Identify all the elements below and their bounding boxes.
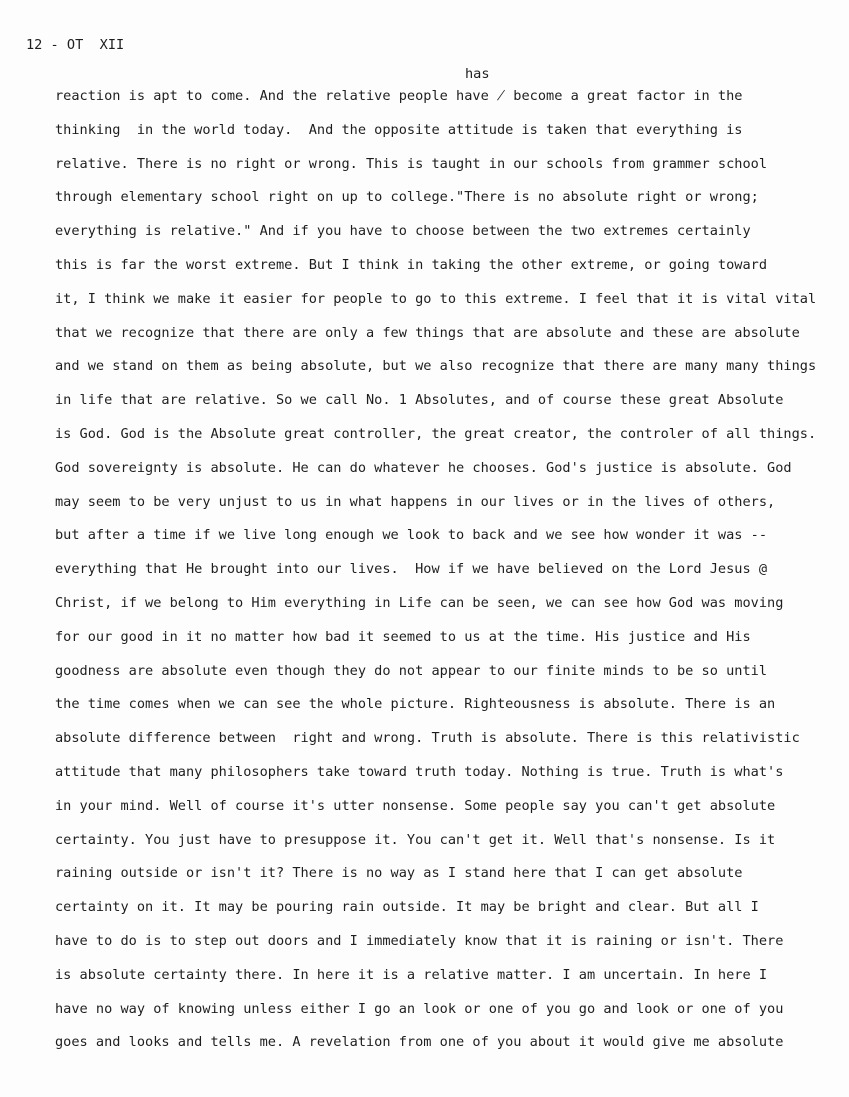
handwritten-insertion: has (465, 66, 490, 82)
text-line: may seem to be very unjust to us in what happens in our lives or in the lives of others, (55, 493, 776, 510)
text-line: through elementary school right on up to college."There is no absolute right or wrong; (55, 189, 759, 206)
text-line: goodness are absolute even though they do not appear to our finite minds to be so until (55, 662, 768, 679)
text-line: the time comes when we can see the whole picture. Righteousness is absolute. There is an (55, 696, 776, 713)
body-text (55, 86, 845, 1066)
text-line: everything is relative." And if you have to choose between the two extremes certainly (55, 223, 751, 240)
text-line: is God. God is the Absolute great controller, the great creator, the controler of all things. (55, 425, 817, 442)
text-line: absolute difference between right and wrong. Truth is absolute. There is this relativistic (55, 730, 800, 747)
text-line: raining outside or isn't it? There is no way as I stand here that I can get absolute (55, 865, 743, 882)
text-line: in your mind. Well of course it's utter nonsense. Some people say you can't get absolute (55, 797, 776, 814)
text-line: it, I think we make it easier for people to go to this extreme. I feel that it is vital vital (55, 290, 817, 307)
text-line: for our good in it no matter how bad it seemed to us at the time. His justice and His (55, 628, 751, 645)
text-line: have to do is to step out doors and I immediately know that it is raining or isn't. There (55, 932, 784, 949)
text-line: Christ, if we belong to Him everything in Life can be seen, we can see how God was moving (55, 594, 784, 611)
text-line: reaction is apt to come. And the relative people have ̸ become a great factor in the (55, 88, 743, 104)
text-line: certainty. You just have to presuppose it. You can't get it. Well that's nonsense. Is it (55, 831, 776, 848)
text-line: this is far the worst extreme. But I think in taking the other extreme, or going toward (55, 256, 768, 273)
text-line: everything that He brought into our lives. How if we have believed on the Lord Jesus @ (55, 561, 768, 578)
text-line: have no way of knowing unless either I go an look or one of you go and look or one of you (55, 1000, 784, 1017)
text-line: thinking in the world today. And the opposite attitude is taken that everything is (55, 121, 743, 138)
text-line: attitude that many philosophers take toward truth today. Nothing is true. Truth is what's (55, 763, 784, 780)
text-line: but after a time if we live long enough we look to back and we see how wonder it was -- (55, 527, 768, 544)
text-line: relative. There is no right or wrong. This is taught in our schools from grammer school (55, 155, 768, 172)
text-line: certainty on it. It may be pouring rain outside. It may be bright and clear. But all I (55, 899, 759, 916)
text-line: and we stand on them as being absolute, but we also recognize that there are many many things (55, 358, 817, 375)
text-line: in life that are relative. So we call No. 1 Absolutes, and of course these great Absolute (55, 392, 784, 409)
page-header: 12 - OT XII (26, 37, 125, 53)
text-line: that we recognize that there are only a few things that are absolute and these are absolute (55, 324, 800, 341)
text-line: goes and looks and tells me. A revelation from one of you about it would give me absolute (55, 1034, 784, 1051)
text-line: God sovereignty is absolute. He can do whatever he chooses. God's justice is absolute. God (55, 459, 792, 476)
text-line: is absolute certainty there. In here it is a relative matter. I am uncertain. In here I (55, 966, 768, 983)
